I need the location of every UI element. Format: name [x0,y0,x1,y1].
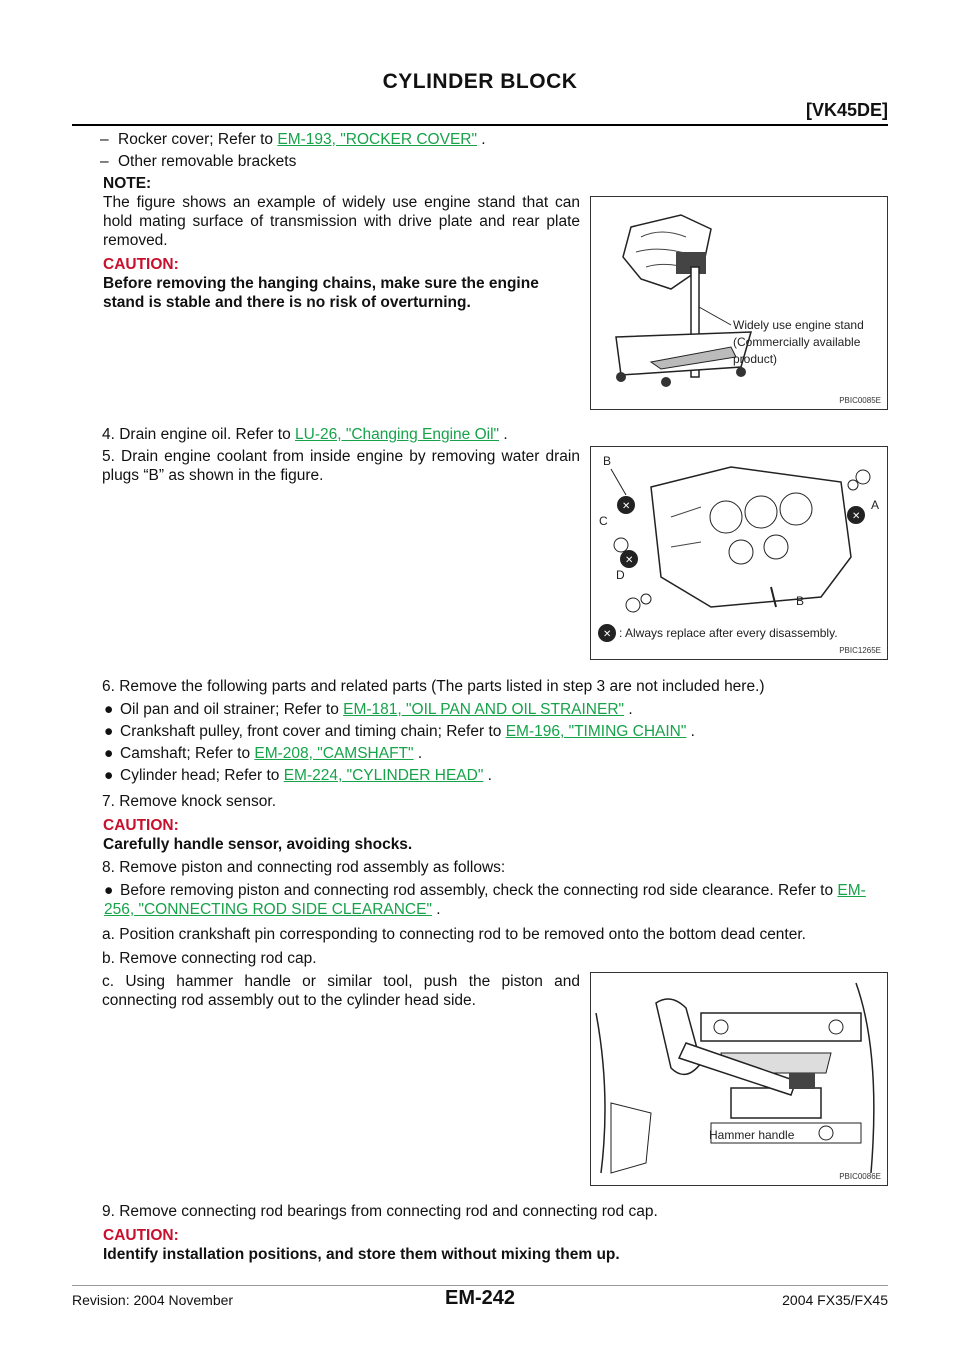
note-text: The figure shows an example of widely use engine stand that can hold mating surface of transmission with drive plate and rear plate removed. [103,194,580,249]
replace-mark-icon: ✕ [625,555,634,566]
fig2-label-c: C [599,514,608,528]
caution-text: Carefully handle sensor, avoiding shocks. [103,836,413,853]
dash-item-rocker-cover [100,130,486,149]
caution-label: CAUTION: [103,1227,179,1244]
bullet-cylinder-head [104,766,492,785]
step-a: a. Position crankshaft pin corresponding to connecting rod to be removed onto the bottom dead center. [102,926,806,943]
period: . [477,131,486,148]
figure-hammer-handle [590,972,888,1186]
period: . [499,426,508,443]
figure-engine-stand [590,196,888,410]
figure-drain-plugs [590,446,888,660]
caution-label: CAUTION: [103,256,179,273]
step-b: b. Remove connecting rod cap. [102,950,317,967]
engine-stand-illustration [591,197,887,409]
period: . [686,723,695,740]
link-camshaft[interactable]: EM-208, "CAMSHAFT" [254,745,414,762]
bullet-marker: ● [104,767,114,784]
bullet-marker: ● [104,723,114,740]
link-connecting-rod-side-clearance[interactable]: EM-256, "CONNECTING ROD SIDE CLEARANCE" [104,882,866,918]
hammer-handle-illustration [591,973,887,1185]
section-code: [VK45DE] [805,100,888,120]
step-7: 7. Remove knock sensor. [102,793,277,810]
dash-marker: – [100,153,109,170]
bullet-side-clearance [104,881,888,919]
page-number: EM-242 [444,1287,516,1309]
bullet-marker: ● [104,701,114,718]
bullet-text: Cylinder head; Refer to [120,767,284,784]
bullet-camshaft [104,744,422,763]
dash-item-text: Other removable brackets [118,153,297,170]
link-changing-engine-oil[interactable]: LU-26, "Changing Engine Oil" [295,426,500,443]
cylinder-block-illustration [591,447,887,659]
bullet-marker: ● [104,882,114,899]
figure-code: PBIC0086E [839,1172,881,1181]
bullet-text: Oil pan and oil strainer; Refer to [120,701,344,718]
dash-item-text: Rocker cover; Refer to [118,131,278,148]
figure-code: PBIC0085E [839,396,881,405]
fig1-caption-line2: (Commercially available [733,335,861,349]
fig1-caption-line3: product) [733,352,778,366]
header-rule [72,124,888,126]
link-rocker-cover[interactable]: EM-193, "ROCKER COVER" [277,131,477,148]
bullet-timing-chain [104,722,695,741]
link-cylinder-head[interactable]: EM-224, "CYLINDER HEAD" [283,767,484,784]
step-6: 6. Remove the following parts and related parts (The parts listed in step 3 are not included here.) [102,678,765,695]
replace-mark-icon: ✕ [603,629,612,640]
figure-code: PBIC1265E [839,646,881,655]
bullet-text: Crankshaft pulley, front cover and timing chain; Refer to [120,723,506,740]
bullet-marker: ● [104,745,114,762]
step-8: 8. Remove piston and connecting rod assembly as follows: [102,859,506,876]
footer-revision: Revision: 2004 November [72,1292,234,1308]
step-5: 5. Drain engine coolant from inside engine by removing water drain plugs “B” as shown in the figure. [102,448,580,484]
footer-model: 2004 FX35/FX45 [782,1292,888,1308]
link-timing-chain[interactable]: EM-196, "TIMING CHAIN" [505,723,687,740]
step-4 [102,425,508,444]
step-9: 9. Remove connecting rod bearings from connecting rod and connecting rod cap. [102,1203,658,1220]
dash-marker: – [100,131,109,148]
step-c: c. Using hammer handle or similar tool, push the piston and connecting rod assembly out to the cylinder head side. [102,973,580,1009]
period: . [413,745,423,762]
period: . [431,901,441,918]
fig3-caption: Hammer handle [709,1128,795,1142]
footer-rule [72,1285,888,1286]
note-label: NOTE: [103,175,152,192]
step-text: 4. Drain engine oil. Refer to [102,426,295,443]
caution-text: Before removing the hanging chains, make sure the engine stand is stable and there is no risk of overturning. [103,275,539,311]
replace-mark-icon: ✕ [852,511,861,522]
dash-item-brackets [100,152,296,171]
link-oil-pan[interactable]: EM-181, "OIL PAN AND OIL STRAINER" [343,701,625,718]
fig2-label-b-bottom: B [796,594,805,608]
bullet-text: Camshaft; Refer to [120,745,255,762]
replace-mark-icon: ✕ [622,501,631,512]
bullet-oil-pan [104,700,633,719]
period: . [483,767,492,784]
caution-text: Identify installation positions, and store them without mixing them up. [103,1246,620,1263]
fig2-label-b-top: B [603,454,612,468]
bullet-text: Before removing piston and connecting rod assembly, check the connecting rod side clearance. Refer to [120,882,838,899]
fig2-label-d: D [616,568,625,582]
period: . [624,701,633,718]
fig2-label-a: A [871,498,880,512]
caution-label: CAUTION: [103,817,179,834]
fig1-caption-line1: Widely use engine stand [733,318,864,332]
fig2-legend: : Always replace after every disassembly. [619,626,838,640]
page-title: CYLINDER BLOCK [382,70,578,93]
